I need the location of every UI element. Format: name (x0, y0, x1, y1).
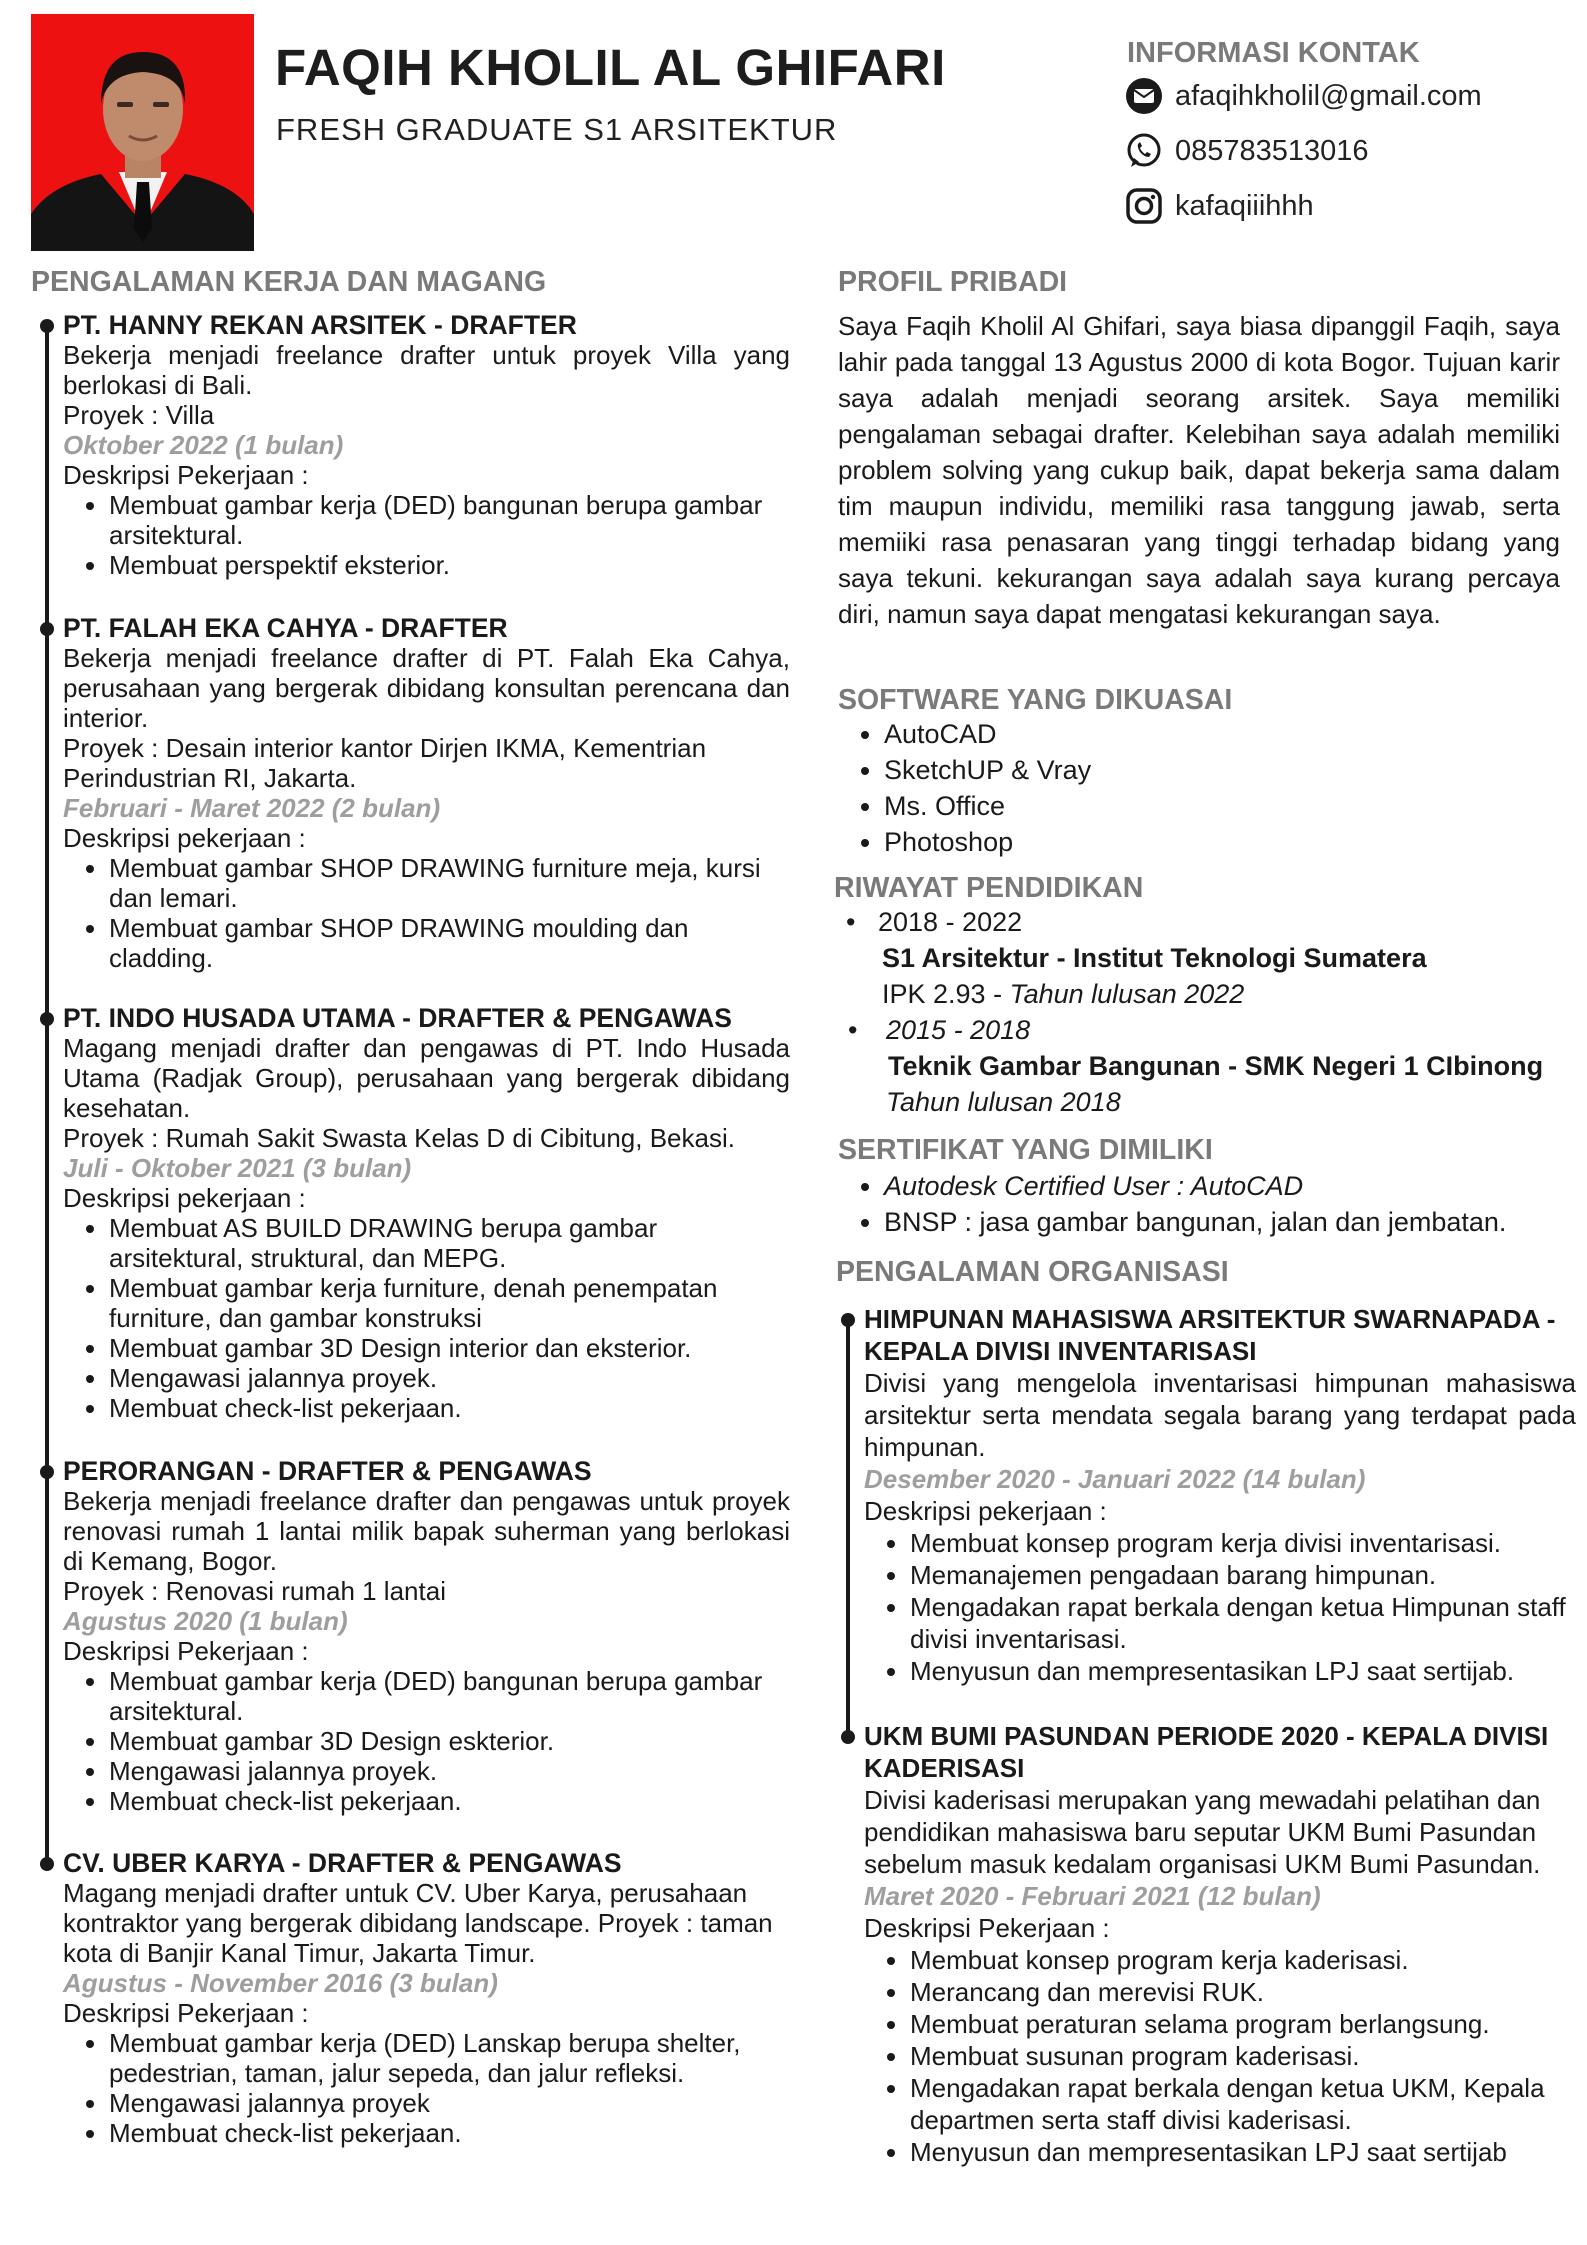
job-task-list (63, 490, 790, 580)
organization-task: • Merancang dan merevisi RUK. (910, 1976, 1576, 2008)
job-task-list (63, 2028, 790, 2148)
certificate-item: • Autodesk Certified User : AutoCAD (884, 1168, 1587, 1204)
organization-entry (864, 1303, 1576, 1687)
job-period: Juli - Oktober 2021 (3 bulan) (63, 1153, 412, 1183)
job-tasks-label: Deskripsi Pekerjaan : (63, 460, 309, 490)
job-description: Magang menjadi drafter untuk CV. Uber Karya, perusahaan kontraktor yang bergerak dibidang landscape. Proyek : taman kota di Banjir Kanal Timur, Jakarta Timur. (63, 1878, 773, 1968)
timeline-dot (40, 622, 54, 636)
job-task: • Membuat gambar kerja (DED) bangunan berupa gambar arsitektural. (109, 490, 790, 550)
organization-period: Desember 2020 - Januari 2022 (14 bulan) (864, 1464, 1366, 1494)
job-project: Proyek : Villa (63, 400, 215, 430)
contact-phone-row (1125, 132, 1369, 170)
certificates-heading: SERTIFIKAT YANG DIMILIKI (838, 1134, 1213, 1166)
organization-task: • Membuat susunan program kaderisasi. (910, 2040, 1576, 2072)
contact-heading: INFORMASI KONTAK (1127, 37, 1420, 69)
education-gpa: IPK 2.93 - (882, 979, 1010, 1009)
profile-heading: PROFIL PRIBADI (838, 266, 1068, 298)
job-entry (63, 310, 790, 580)
education-graduation: Tahun lulusan 2022 (1009, 979, 1245, 1009)
organization-task: • Memanajemen pengadaan barang himpunan. (910, 1559, 1576, 1591)
job-task: • Membuat check-list pekerjaan. (109, 1786, 790, 1816)
software-item: • SketchUP & Vray (884, 752, 1584, 788)
bullet: • (848, 1015, 858, 1045)
candidate-title: FRESH GRADUATE S1 ARSITEKTUR (276, 112, 838, 147)
software-item: • Ms. Office (884, 788, 1584, 824)
organization-period: Maret 2020 - Februari 2021 (12 bulan) (864, 1881, 1321, 1911)
job-task: • Membuat gambar kerja furniture, denah penempatan furniture, dan gambar konstruksi (109, 1273, 790, 1333)
job-task: • Membuat gambar kerja (DED) Lanskap berupa shelter, pedestrian, taman, jalur sepeda, dan jalur refleksi. (109, 2028, 790, 2088)
organization-tasks-label: Deskripsi pekerjaan : (864, 1496, 1107, 1526)
organization-task: • Membuat konsep program kerja divisi inventarisasi. (910, 1527, 1576, 1559)
contact-email-row (1125, 77, 1482, 115)
job-description: Bekerja menjadi freelance drafter dan pengawas untuk proyek renovasi rumah 1 lantai milik bapak suherman yang berlokasi di Kemang, Bogor. (63, 1486, 790, 1576)
timeline-dot (40, 1857, 54, 1871)
job-title: PT. FALAH EKA CAHYA - DRAFTER (63, 613, 508, 643)
job-title: CV. UBER KARYA - DRAFTER & PENGAWAS (63, 1848, 622, 1878)
education-item (838, 1012, 1568, 1120)
email-icon (1125, 77, 1163, 115)
job-entry (63, 1848, 790, 2148)
timeline-dot (40, 1465, 54, 1479)
job-project: Proyek : Renovasi rumah 1 lantai (63, 1576, 446, 1606)
job-task: • Membuat gambar 3D Design interior dan eksterior. (109, 1333, 790, 1363)
job-task-list (63, 1666, 790, 1816)
organization-description: Divisi kaderisasi merupakan yang mewadahi pelatihan dan pendidikan mahasiswa baru seputar UKM Bumi Pasundan sebelum masuk kedalam organisasi UKM Bumi Pasundan. (864, 1785, 1541, 1879)
timeline-dot (841, 1313, 855, 1327)
contact-instagram[interactable]: kafaqiiihhh (1175, 189, 1314, 222)
organization-timeline (846, 1316, 850, 1736)
experience-timeline (45, 322, 49, 1870)
job-description: Bekerja menjadi freelance drafter di PT. Falah Eka Cahya, perusahaan yang bergerak dibidang konsultan perencana dan interior. (63, 643, 790, 733)
job-task: • Membuat gambar SHOP DRAWING moulding dan cladding. (109, 913, 790, 973)
organization-task: • Membuat peraturan selama program berlangsung. (910, 2008, 1576, 2040)
job-title: PERORANGAN - DRAFTER & PENGAWAS (63, 1456, 592, 1486)
job-entry (63, 1003, 790, 1423)
organization-task: • Menyusun dan mempresentasikan LPJ saat sertijab (910, 2136, 1576, 2168)
job-task: • Membuat check-list pekerjaan. (109, 2118, 790, 2148)
timeline-dot (841, 1730, 855, 1744)
job-entry (63, 613, 790, 973)
profile-photo (31, 14, 254, 251)
software-heading: SOFTWARE YANG DIKUASAI (838, 684, 1233, 716)
job-tasks-label: Deskripsi pekerjaan : (63, 1183, 306, 1213)
software-list (838, 716, 1584, 860)
job-title: PT. INDO HUSADA UTAMA - DRAFTER & PENGAWAS (63, 1003, 732, 1033)
education-heading: RIWAYAT PENDIDIKAN (834, 872, 1144, 904)
job-task: • Membuat gambar 3D Design eskterior. (109, 1726, 790, 1756)
certificate-list (838, 1168, 1587, 1240)
organization-task: • Mengadakan rapat berkala dengan ketua UKM, Kepala departmen serta staff divisi kaderisasi. (910, 2072, 1576, 2136)
software-item: • Photoshop (884, 824, 1584, 860)
software-item: • AutoCAD (884, 716, 1584, 752)
organization-task: • Menyusun dan mempresentasikan LPJ saat sertijab. (910, 1655, 1576, 1687)
job-period: Agustus - November 2016 (3 bulan) (63, 1968, 498, 1998)
experience-heading: PENGALAMAN KERJA DAN MAGANG (31, 266, 547, 298)
job-tasks-label: Deskripsi Pekerjaan : (63, 1998, 309, 2028)
job-task: • Membuat check-list pekerjaan. (109, 1393, 790, 1423)
contact-instagram-row (1125, 187, 1314, 225)
organization-task-list (864, 1527, 1576, 1687)
timeline-dot (40, 319, 54, 333)
education-school: Teknik Gambar Bangunan - SMK Negeri 1 CIbinong (888, 1051, 1544, 1081)
organization-task: • Membuat konsep program kerja kaderisasi. (910, 1944, 1576, 1976)
organization-entry (864, 1720, 1576, 2168)
education-years: 2018 - 2022 (878, 907, 1023, 937)
job-project: Proyek : Rumah Sakit Swasta Kelas D di Cibitung, Bekasi. (63, 1123, 735, 1153)
profile-text: Saya Faqih Kholil Al Ghifari, saya biasa dipanggil Faqih, saya lahir pada tanggal 13 Agustus 2000 di kota Bogor. Tujuan karir saya adalah menjadi seorang arsitek. Saya memiliki pengalaman sebagai drafter. Kelebihan saya adalah memiliki problem solving yang cukup baik, dapat bekerja sama dalam tim maupun individu, memiliki rasa tanggung jawab, serta memiiki rasa penasaran yang tinggi terhadap bidang yang saya tekuni. kekurangan saya adalah saya kurang percaya diri, namun saya dapat mengatasi kekurangan saya. (838, 311, 1560, 629)
job-title: PT. HANNY REKAN ARSITEK - DRAFTER (63, 310, 577, 340)
education-graduation: Tahun lulusan 2018 (886, 1087, 1121, 1117)
job-task-list (63, 853, 790, 973)
job-description: Magang menjadi drafter dan pengawas di PT. Indo Husada Utama (Radjak Group), perusahaan yang bergerak dibidang kesehatan. (63, 1033, 790, 1123)
instagram-icon (1125, 187, 1163, 225)
organization-tasks-label: Deskripsi Pekerjaan : (864, 1913, 1110, 1943)
job-task: • Membuat perspektif eksterior. (109, 550, 790, 580)
job-task-list (63, 1213, 790, 1423)
education-school: S1 Arsitektur - Institut Teknologi Sumatera (882, 943, 1427, 973)
contact-phone[interactable]: 085783513016 (1175, 134, 1369, 167)
job-task: • Mengawasi jalannya proyek. (109, 1363, 790, 1393)
job-task: • Mengawasi jalannya proyek (109, 2088, 790, 2118)
job-description: Bekerja menjadi freelance drafter untuk proyek Villa yang berlokasi di Bali. (63, 340, 790, 400)
job-period: Oktober 2022 (1 bulan) (63, 430, 344, 460)
education-list (838, 904, 1568, 1120)
job-task: • Membuat AS BUILD DRAWING berupa gambar arsitektural, struktural, dan MEPG. (109, 1213, 790, 1273)
organization-title: HIMPUNAN MAHASISWA ARSITEKTUR SWARNAPADA - KEPALA DIVISI INVENTARISASI (864, 1304, 1556, 1366)
education-years: 2015 - 2018 (886, 1015, 1031, 1045)
whatsapp-icon (1125, 132, 1163, 170)
job-period: Agustus 2020 (1 bulan) (63, 1606, 348, 1636)
timeline-dot (40, 1012, 54, 1026)
job-project: Proyek : Desain interior kantor Dirjen IKMA, Kementrian Perindustrian RI, Jakarta. (63, 733, 707, 793)
job-task: • Membuat gambar kerja (DED) bangunan berupa gambar arsitektural. (109, 1666, 790, 1726)
organization-task-list (864, 1944, 1576, 2168)
organization-task: • Mengadakan rapat berkala dengan ketua Himpunan staff divisi inventarisasi. (910, 1591, 1576, 1655)
candidate-name: FAQIH KHOLIL AL GHIFARI (275, 39, 946, 96)
organization-heading: PENGALAMAN ORGANISASI (836, 1256, 1229, 1288)
contact-email[interactable]: afaqihkholil@gmail.com (1175, 79, 1482, 112)
certificate-item: • BNSP : jasa gambar bangunan, jalan dan jembatan. (884, 1204, 1587, 1240)
organization-title: UKM BUMI PASUNDAN PERIODE 2020 - KEPALA DIVISI KADERISASI (864, 1721, 1549, 1783)
bullet: • (846, 907, 856, 937)
job-task: • Mengawasi jalannya proyek. (109, 1756, 790, 1786)
job-entry (63, 1456, 790, 1816)
job-period: Februari - Maret 2022 (2 bulan) (63, 793, 441, 823)
job-task: • Membuat gambar SHOP DRAWING furniture meja, kursi dan lemari. (109, 853, 790, 913)
job-tasks-label: Deskripsi pekerjaan : (63, 823, 306, 853)
job-tasks-label: Deskripsi Pekerjaan : (63, 1636, 309, 1666)
education-item (838, 904, 1568, 1012)
organization-description: Divisi yang mengelola inventarisasi himpunan mahasiswa arsitektur serta mendata segala barang yang terdapat pada himpunan. (864, 1368, 1576, 1462)
